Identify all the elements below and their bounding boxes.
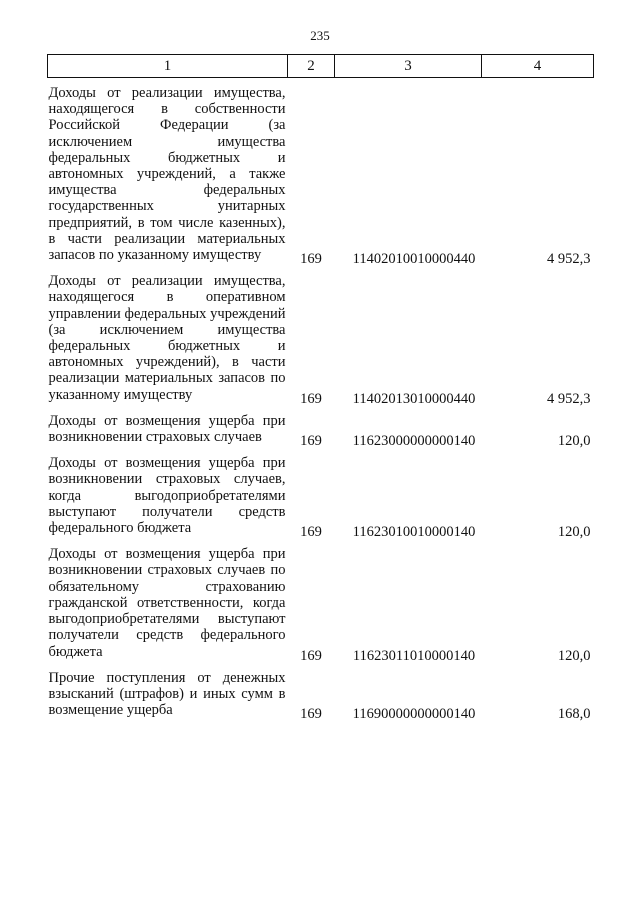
row-admin-code: 169	[300, 390, 322, 407]
column-header-2: 2	[288, 55, 335, 78]
row-amount: 4 952,3	[547, 251, 591, 268]
row-admin-code: 169	[300, 433, 322, 450]
row-amount: 168,0	[557, 706, 591, 723]
table-header	[48, 55, 594, 78]
row-description: Доходы от возмещения ущерба при возникновении страховых случаев по обязательному страхованию гражданской ответственности, когда выгодоприобретателями выступают получатели средств федерального бюджета	[48, 546, 286, 660]
row-amount: 120,0	[557, 524, 591, 541]
row-description: Доходы от реализации имущества, находящегося в оперативном управлении федеральных учреждений (за исключением имущества федеральных бюджетных и автономных учреждений), в части реализации материальных запасов по указанному имуществу	[48, 273, 286, 403]
table-row	[48, 267, 594, 407]
table-row	[48, 407, 594, 449]
column-header-1: 1	[48, 55, 288, 78]
row-description: Прочие поступления от денежных взысканий (штрафов) и иных сумм в возмещение ущерба	[48, 669, 286, 719]
revenue-table	[47, 54, 594, 722]
row-description: Доходы от реализации имущества, находящегося в собственности Российской Федерации (за исключением имущества федеральных бюджетных и автономных учреждений, а также имущества федеральных государственных унитарных предприятий, в том числе казенных), в части реализации материальных запасов по указанному имуществу	[48, 85, 286, 264]
row-description: Доходы от возмещения ущерба при возникновении страховых случаев, когда выгодоприобретателями выступают получатели средств федерального бюджета	[48, 455, 286, 537]
row-amount: 4 952,3	[547, 390, 591, 407]
row-admin-code: 169	[300, 647, 322, 664]
row-admin-code: 169	[300, 706, 322, 723]
row-budget-code: 11623010010000140	[352, 524, 476, 541]
row-amount: 120,0	[557, 647, 591, 664]
row-admin-code: 169	[300, 524, 322, 541]
table-row	[48, 540, 594, 663]
row-description: Доходы от возмещения ущерба при возникновении страховых случаев	[48, 412, 286, 446]
column-header-3: 3	[335, 55, 482, 78]
row-budget-code: 11690000000000140	[352, 706, 476, 723]
table-body	[48, 78, 594, 723]
row-amount: 120,0	[557, 433, 591, 450]
table-row	[48, 664, 594, 723]
table-row	[48, 78, 594, 268]
row-budget-code: 11402013010000440	[352, 390, 476, 407]
page-number: 235	[310, 28, 330, 43]
row-budget-code: 11623000000000140	[352, 433, 476, 450]
column-header-4: 4	[482, 55, 594, 78]
row-budget-code: 11402010010000440	[352, 251, 476, 268]
row-admin-code: 169	[300, 251, 322, 268]
table-row	[48, 449, 594, 540]
row-budget-code: 11623011010000140	[352, 647, 476, 664]
